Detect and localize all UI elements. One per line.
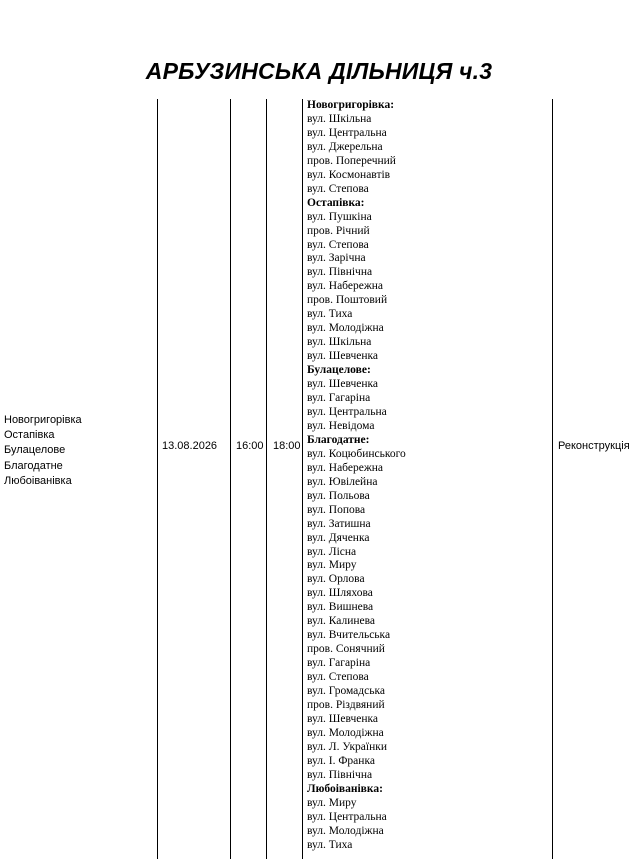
table-border [552, 99, 553, 859]
street-item: вул. Молодіжна [307, 726, 384, 739]
street-item: вул. Степова [307, 238, 369, 251]
street-item: вул. Калинева [307, 615, 376, 628]
time-start-cell: 16:00 [236, 440, 264, 452]
street-item: вул. Зарічна [307, 252, 366, 265]
street-item: вул. Центральна [307, 810, 387, 823]
street-item: вул. Набережна [307, 280, 384, 293]
streets-cell [307, 99, 547, 852]
street-item: пров. Річний [307, 224, 370, 237]
street-item: вул. Шевченка [307, 350, 379, 363]
street-group-header: Новогригорівка: [307, 99, 395, 111]
settlement-name: Новогригорівка [4, 414, 82, 426]
street-item: пров. Різдвяний [307, 698, 385, 711]
street-item: вул. Коцюбинського [307, 447, 406, 460]
street-group-header: Булацелове: [307, 364, 371, 377]
table-border [302, 99, 303, 859]
street-item: вул. Л. Українки [307, 740, 387, 753]
settlement-name: Булацелове [4, 444, 66, 457]
street-item: вул. Шкільна [307, 112, 372, 125]
street-item: вул. Миру [307, 796, 357, 809]
table-border [266, 99, 267, 859]
street-item: вул. Степова [307, 182, 369, 195]
street-item: вул. Північна [307, 266, 373, 279]
street-item: вул. Шляхова [307, 587, 373, 600]
street-group-header: Остапівка: [307, 196, 365, 209]
street-group-header: Любоіванівка: [307, 782, 383, 795]
street-item: вул. Ювілейна [307, 475, 378, 488]
street-item: вул. Дяченка [307, 531, 370, 544]
street-item: вул. Невідома [307, 419, 375, 432]
street-item: вул. Центральна [307, 126, 387, 139]
street-item: вул. Пушкіна [307, 210, 372, 223]
street-item: вул. Тиха [307, 308, 353, 321]
street-item: вул. Джерельна [307, 140, 383, 153]
settlement-name: Любоіванівка [4, 474, 72, 487]
settlement-name: Остапівка [4, 429, 55, 442]
street-item: вул. Вишнева [307, 601, 374, 614]
street-item: вул. Гагаріна [307, 392, 371, 405]
street-item: вул. Громадська [307, 685, 385, 698]
settlements-cell [4, 413, 82, 489]
street-item: вул. Вчительська [307, 629, 391, 642]
street-item: пров. Сонячний [307, 643, 385, 656]
street-item: вул. Шевченка [307, 378, 379, 391]
street-group-header: Благодатне: [307, 433, 370, 446]
date-cell: 13.08.2026 [162, 440, 218, 452]
street-item: вул. Набережна [307, 461, 384, 474]
street-item: вул. Орлова [307, 573, 365, 586]
street-item: вул. Степова [307, 671, 369, 684]
street-item: вул. Шкільна [307, 336, 372, 349]
street-item: вул. Попова [307, 503, 366, 516]
street-item: вул. Затишна [307, 517, 371, 530]
street-item: вул. Тиха [307, 838, 353, 851]
street-item: пров. Поштовий [307, 294, 388, 307]
street-item: вул. Гагаріна [307, 657, 371, 670]
reason-cell: Реконструкція [558, 440, 630, 452]
table-border [230, 99, 231, 859]
street-item: вул. Космонавтів [307, 168, 391, 181]
street-item: вул. Польова [307, 489, 370, 502]
settlement-name: Благодатне [4, 459, 63, 472]
street-item: вул. І. Франка [307, 754, 375, 767]
street-item: вул. Миру [307, 559, 357, 572]
street-item: пров. Поперечний [307, 154, 396, 167]
time-end-cell: 18:00 [273, 440, 301, 452]
street-item: вул. Центральна [307, 405, 387, 418]
table-border [157, 99, 158, 859]
street-item: вул. Шевченка [307, 712, 379, 725]
street-item: вул. Молодіжна [307, 322, 384, 335]
street-item: вул. Молодіжна [307, 824, 384, 837]
street-item: вул. Лісна [307, 545, 357, 558]
street-item: вул. Північна [307, 768, 373, 781]
page-title: АРБУЗИНСЬКА ДІЛЬНИЦЯ ч.3 [145, 58, 493, 84]
